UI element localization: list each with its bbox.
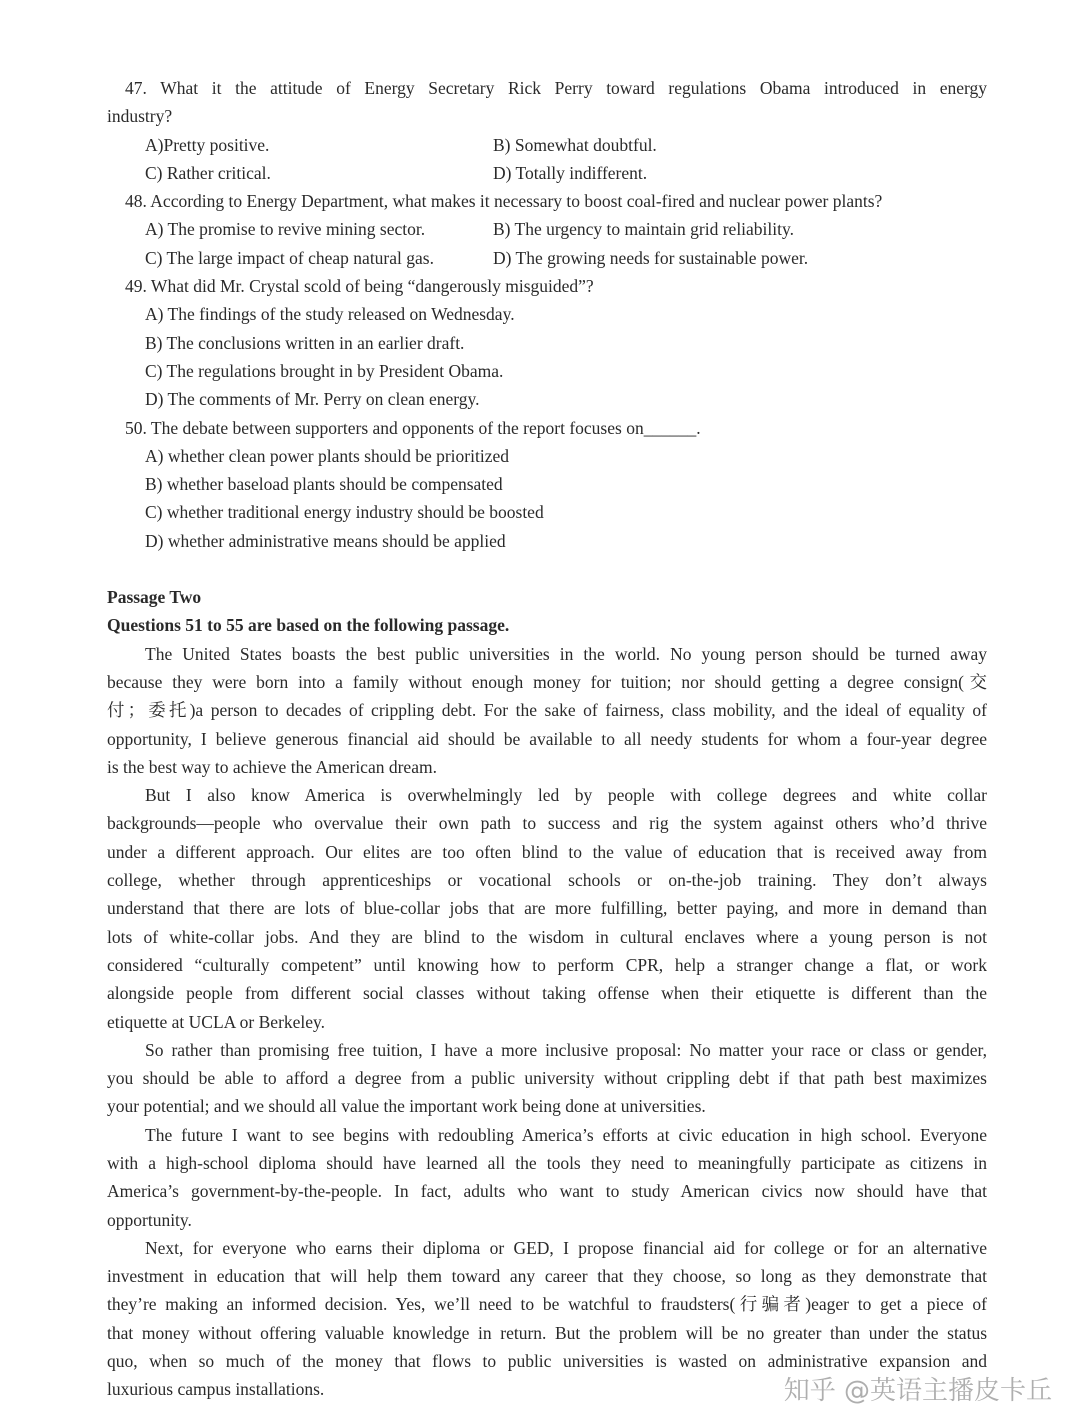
passage-line: you should be able to afford a degree from a public university without crippling debt if that path best maximizes	[107, 1068, 987, 1089]
q48-option-d: D) The growing needs for sustainable power.	[493, 247, 809, 268]
passage-line: But I also know America is overwhelmingly led by people with college degrees and white collar	[145, 785, 987, 806]
passage-line: luxurious campus installations.	[107, 1379, 325, 1400]
passage-line: So rather than promising free tuition, I have a more inclusive proposal: No matter your race or class or gender,	[145, 1039, 987, 1060]
q47-stem-line2: industry?	[107, 106, 173, 127]
passage-line: understand that there are lots of blue-collar jobs that are more fulfilling, better paying, and more in demand than	[107, 898, 987, 919]
passage-line: The future I want to see begins with redoubling America’s efforts at civic education in high school. Everyone	[145, 1124, 987, 1145]
passage-line: because they were born into a family without enough money for tuition; nor should getting a degree consign(交	[107, 671, 987, 692]
q47-options-row1	[107, 131, 987, 159]
q49-option-c: C) The regulations brought in by President Obama.	[145, 360, 504, 381]
passage-line: they’re making an informed decision. Yes, we’ll need to be watchful to fraudsters(行骗者)eager to get a piece of	[107, 1294, 987, 1315]
zhihu-watermark: 知乎 @英语主播皮卡丘	[783, 1376, 1052, 1406]
q48-option-c: C) The large impact of cheap natural gas.	[145, 247, 434, 268]
section-gap	[107, 555, 987, 583]
q48-stem: 48. According to Energy Department, what makes it necessary to boost coal-fired and nuclear power plants?	[125, 191, 883, 212]
q47-option-c: C) Rather critical.	[145, 162, 271, 183]
passage-line: college, whether through apprenticeships or vocational schools or on-the-job training. They don’t always	[107, 870, 987, 891]
q47-option-b: B) Somewhat doubtful.	[493, 134, 657, 155]
passage-line: backgrounds—people who overvalue their own path to success and rig the system against others who’d thrive	[107, 813, 987, 834]
passage-line: under a different approach. Our elites are too often blind to the value of education that is received away from	[107, 841, 987, 862]
q50-option-a: A) whether clean power plants should be prioritized	[145, 445, 509, 466]
passage-line: opportunity, I believe generous financial aid should be available to all needy students for whom a four-year degree	[107, 728, 987, 749]
passage-line: considered “culturally competent” until knowing how to perform CPR, help a stranger change a flat, or work	[107, 954, 987, 975]
q48-option-b: B) The urgency to maintain grid reliability.	[493, 219, 794, 240]
passage-subheading: Questions 51 to 55 are based on the following passage.	[107, 615, 510, 636]
passage-body	[107, 640, 987, 1404]
passage-line: etiquette at UCLA or Berkeley.	[107, 1011, 326, 1032]
q49-stem: 49. What did Mr. Crystal scold of being “dangerously misguided”?	[125, 276, 594, 297]
passage-line: opportunity.	[107, 1209, 192, 1230]
q49-option-d: D) The comments of Mr. Perry on clean energy.	[145, 389, 480, 410]
q49-option-b: B) The conclusions written in an earlier draft.	[145, 332, 465, 353]
passage-line: lots of white-collar jobs. And they are blind to the wisdom in cultural enclaves where a young person is not	[107, 926, 987, 947]
q47-option-d: D) Totally indifferent.	[493, 162, 648, 183]
q50-option-d: D) whether administrative means should be applied	[145, 530, 506, 551]
passage-line: with a high-school diploma should have learned all the tools they need to meaningfully participate as citizens in	[107, 1152, 987, 1173]
passage-line: is the best way to achieve the American dream.	[107, 756, 437, 777]
passage-line: Next, for everyone who earns their diploma or GED, I propose financial aid for college or for an alternative	[145, 1237, 987, 1258]
passage-heading: Passage Two	[107, 587, 202, 608]
passage-line: quo, when so much of the money that flows to public universities is wasted on administrative expansion and	[107, 1351, 987, 1372]
q47-option-a: A)Pretty positive.	[145, 134, 270, 155]
passage-line: America’s government-by-the-people. In fact, adults who want to study American civics now should have that	[107, 1181, 987, 1202]
passage-line: alongside people from different social classes without taking offense when their etiquette is different than the	[107, 983, 987, 1004]
exam-page	[107, 74, 987, 1404]
passage-line: investment in education that will help them toward any career that they choose, so long as they demonstrate that	[107, 1266, 987, 1287]
q48-option-a: A) The promise to revive mining sector.	[145, 219, 426, 240]
q50-stem: 50. The debate between supporters and opponents of the report focuses on______.	[125, 417, 701, 438]
q47-stem-line1: 47. What it the attitude of Energy Secretary Rick Perry toward regulations Obama introduced in energy	[125, 78, 987, 98]
passage-line: your potential; and we should all value the important work being done at universities.	[107, 1096, 706, 1117]
passage-line: that money without offering valuable knowledge in return. But the problem will be no greater than under the status	[107, 1322, 987, 1343]
q50-option-b: B) whether baseload plants should be compensated	[145, 474, 503, 495]
q48-options-row1	[107, 215, 987, 243]
q47-options-row2	[107, 159, 987, 187]
passage-line: The United States boasts the best public universities in the world. No young person should be turned away	[145, 643, 987, 664]
q48-options-row2	[107, 244, 987, 272]
q49-option-a: A) The findings of the study released on Wednesday.	[145, 304, 515, 325]
q50-option-c: C) whether traditional energy industry should be boosted	[145, 502, 544, 523]
passage-line: 付；委托)a person to decades of crippling debt. For the sake of fairness, class mobility, and the ideal of equality of	[107, 700, 987, 721]
